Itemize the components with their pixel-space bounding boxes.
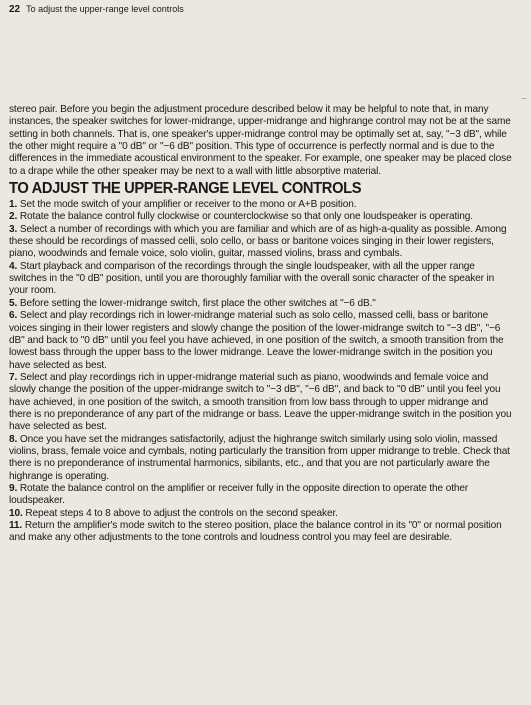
step-item xyxy=(9,298,513,310)
body-text xyxy=(9,104,513,545)
running-title: To adjust the upper-range level controls xyxy=(26,4,184,14)
step-number: 7. xyxy=(9,371,18,383)
step-item xyxy=(9,434,513,483)
step-item xyxy=(9,483,513,508)
step-item xyxy=(9,261,513,298)
step-item xyxy=(9,520,513,545)
step-number: 1. xyxy=(9,199,18,211)
scan-mark-icon: ~ xyxy=(521,94,527,105)
step-text: Repeat steps 4 to 8 above to adjust the controls on the second speaker. xyxy=(25,507,338,519)
step-item xyxy=(9,224,513,261)
step-text: Select and play recordings rich in upper-midrange material such as piano, woodwinds and female voice and slowly change the position of the upper-midrange switch to "−3 dB", "−6 dB", and back to "0 dB" until you feel you have achieved, in one position of the switch, a smooth transition from low bass through to upper midrange and there is no preponderance of any part of the midrange or bass. Leave the upper-midrange switch in the position you have selected as best. xyxy=(9,371,512,433)
step-text: Start playback and comparison of the recordings through the single loudspeaker, with all the upper range switches in the "0 dB" position, until you are thoroughly familiar with the overall sonic character of the speaker in your room. xyxy=(9,260,495,297)
step-text: Select a number of recordings with which you are familiar and which are of as high-a-quality as possible. Among these should be recordings of massed celli, solo cello, or bass or baritone voices singing in their lower registers, piano, woodwinds and female voice, solo violin, guitar, massed violins, brass and cymbals. xyxy=(9,223,507,260)
step-text: Select and play recordings rich in lower-midrange material such as solo cello, massed celli, bass or baritone voices singing in their lower registers and slowly change the position of the lower-midrange switch to "−3 dB", "−6 dB" and back to "0 dB" until you feel you have achieved, in one position of the switch, a smooth transition from the lowest bass through the upper bass to the lower midrange. Leave the lower-midrange switch in the position you have selected as best. xyxy=(9,310,504,371)
step-item xyxy=(9,372,513,434)
step-number: 4. xyxy=(9,260,18,272)
steps-list xyxy=(9,199,513,545)
step-number: 6. xyxy=(9,310,18,322)
page-header xyxy=(9,3,184,16)
step-number: 8. xyxy=(9,433,18,445)
step-item xyxy=(9,508,513,520)
step-number: 5. xyxy=(9,297,18,309)
step-text: Rotate the balance control on the amplifier or receiver fully in the opposite direction to operate the other loudspeaker. xyxy=(9,482,469,507)
step-item xyxy=(9,211,513,223)
step-number: 11. xyxy=(9,520,23,531)
step-text: Return the amplifier's mode switch to the stereo position, place the balance control in its "0" or normal position and make any other adjustments to the tone controls and loudness control you may feel are desirable. xyxy=(9,520,502,544)
intro-paragraph: stereo pair. Before you begin the adjustment procedure described below it may be helpful to note that, in many instances, the speaker switches for lower-midrange, upper-midrange and highrange control may not be at the same setting in both channels. That is, one speaker's upper-midrange control may be optimally set at, say, "−3 dB", while the other might require a "0 dB" or "−6 dB" position. This type of occurrence is perfectly normal and is due to the differences in the immediate acoustical environment to the speaker. For example, one speaker may be placed close to a drape while the other speaker may be next to a wall with little absorptive material. xyxy=(9,104,512,177)
step-number: 3. xyxy=(9,223,18,235)
step-text: Set the mode switch of your amplifier or receiver to the mono or A+B position. xyxy=(19,199,357,211)
step-text: Once you have set the midranges satisfactorily, adjust the highrange switch similarly using solo violin, massed violins, brass, female voice and cymbals, noting particularly the transition from upper midrange to treble. Check that there is no preponderance of instrumental harmonics, sibilants, etc., and that you are not particularly aware the highrange is operating. xyxy=(9,433,510,482)
step-item xyxy=(9,310,513,372)
step-number: 10. xyxy=(9,507,23,519)
step-item xyxy=(9,199,513,211)
section-heading: TO ADJUST THE UPPER-RANGE LEVEL CONTROLS xyxy=(9,180,362,198)
step-number: 9. xyxy=(9,482,18,494)
step-text: Rotate the balance control fully clockwise or counterclockwise so that only one loudspeaker is operating. xyxy=(19,211,473,223)
page-number: 22 xyxy=(9,4,21,15)
step-number: 2. xyxy=(9,211,18,223)
step-text: Before setting the lower-midrange switch, first place the other switches at "−6 dB." xyxy=(19,297,376,309)
